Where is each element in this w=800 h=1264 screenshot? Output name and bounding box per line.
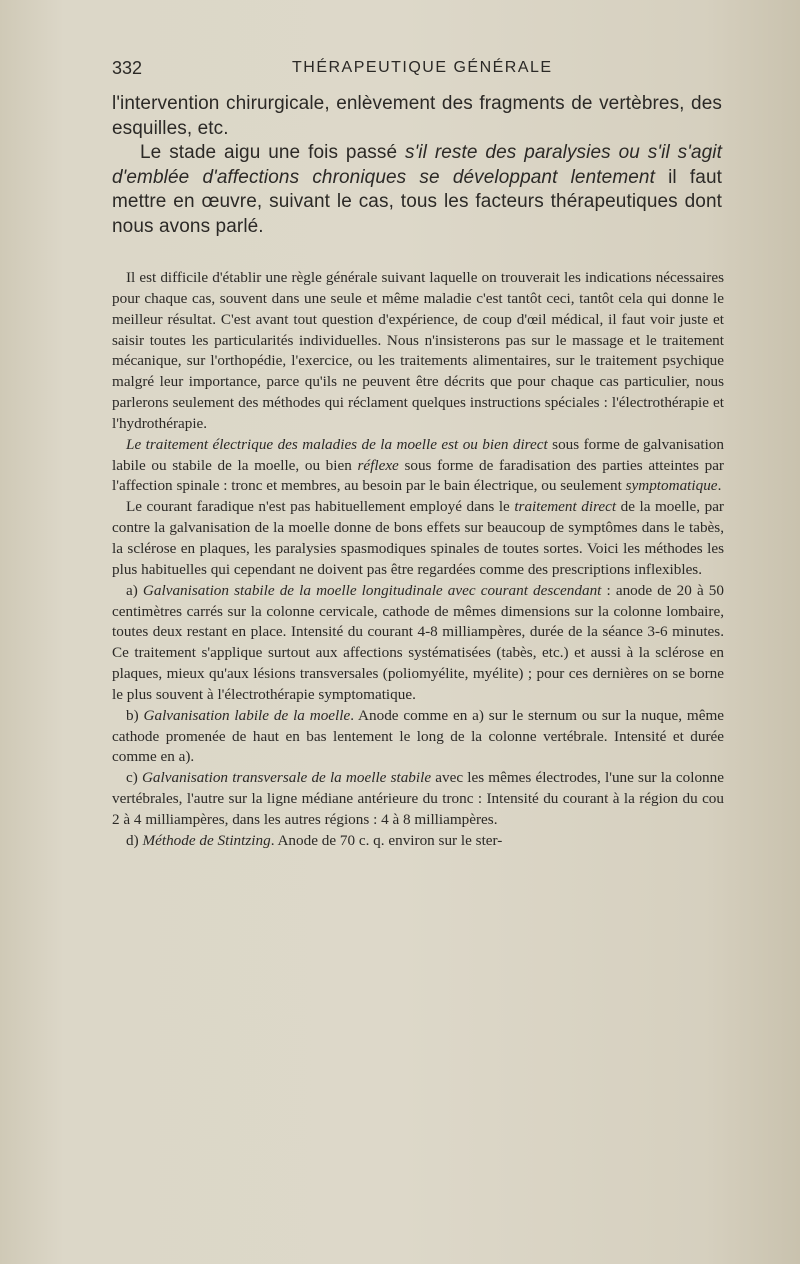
paragraph: Il est difficile d'établir une règle générale suivant laquelle on trouverait les indications nécessaires pour chaque cas, souvent dans une seule et même maladie c'est tantôt ceci, tantôt cela qui donne le meilleur résultat. C'est avant tout question d'expérience, de coup d'œil médical, il faut voir juste et saisir toutes les particularités individuelles. Nous n'insisterons pas sur le massage et le traitement mécanique, sur l'orthopédie, l'exercice, ou les traitements alimentaires, sur le traitement psychique malgré leur importance, parce qu'ils ne peuvent être décrits que pour chaque cas particulier, nous parlerons seulement des méthodes qui réclament quelques instructions spéciales : l'électrothérapie et l'hydrothérapie. (112, 269, 724, 432)
text-run: . Anode de 70 c. q. environ sur le ster- (270, 831, 503, 849)
italic-run: Galvanisation transversale de la moelle stabile (141, 769, 432, 787)
text-run: Le courant faradique n'est pas habituellement employé dans le (126, 498, 515, 516)
lead-paragraph (112, 141, 722, 239)
paragraph (112, 831, 724, 852)
text-run: il faut mettre en œuvre, suivant le cas, tous les facteurs thérapeutiques dont nous avons parlé. (112, 166, 722, 237)
text-run: sous forme de faradisation des parties atteintes par l'affection spinale : tronc et membres, au besoin par le bain électrique, ou seulement (112, 456, 724, 495)
italic-run: traitement direct (514, 498, 617, 516)
paragraph (112, 435, 724, 498)
text-run: avec les mêmes électrodes, l'une sur la colonne vertébrales, l'autre sur la ligne médiane antérieure du tronc : Intensité du courant à la région du cou 2 à 4 milliampères, dans les autres régions : 4 à 8 milliampères. (112, 769, 724, 828)
italic-run: s'il reste des paralysies ou s'il s'agit d'emblée d'affections chroniques se développant lentement (112, 142, 723, 188)
paragraph (112, 497, 724, 580)
lead-paragraph: l'intervention chirurgicale, enlèvement des fragments de vertèbres, des esquilles, etc. (112, 93, 722, 139)
text-run: b) (126, 706, 144, 724)
paragraph (112, 768, 724, 831)
text-run: : anode de 20 à 50 centimètres carrés sur la colonne cervicale, cathode de mêmes dimensions sur la colonne lombaire, toutes deux restant en place. Intensité du courant 4-8 milliampères, durée de la séance 3-6 minutes. Ce traitement s'applique surtout aux affections systématisées (tabès, etc.) et aussi à la sclérose en plaques, mieux qu'aux lésions transversales (poliomyélite, myélite) ; pour ces dernières on se borne le plus souvent à l'électrothérapie symptomatique. (112, 581, 724, 703)
text-run: sous forme de galvanisation labile ou stabile de la moelle, ou bien (112, 435, 724, 474)
italic-run: Galvanisation labile de la moelle (143, 706, 351, 724)
text-run: de la moelle, par contre la galvanisation de la moelle donne de bons effets sur beaucoup de symptômes dans le tabès, la sclérose en plaques, les paralysies spasmodiques spinales de toutes sortes. Voici les méthodes les plus habituelles qui cependant ne doivent pas être regardées comme des prescriptions inflexibles. (112, 498, 724, 578)
running-title: THÉRAPEUTIQUE GÉNÉRALE (292, 59, 553, 76)
body-text (112, 268, 724, 852)
paragraph (112, 581, 724, 706)
page-number: 332 (112, 58, 143, 78)
text-run: c) (126, 769, 142, 787)
italic-run: réflexe (357, 456, 399, 474)
paragraph (112, 706, 724, 769)
italic-run: symptomatique (625, 477, 718, 495)
text-run: a) (126, 581, 143, 599)
page-header (112, 58, 732, 86)
lead-text (112, 92, 722, 239)
text-run: . Anode comme en a) sur le sternum ou sur la nuque, même cathode promenée de haut en bas lentement le long de la colonne vertébrale. Intensité et durée comme en a). (112, 706, 725, 766)
text-run: d) (126, 831, 143, 849)
text-run: . (717, 477, 722, 495)
italic-run: Méthode de Stintzing (142, 831, 271, 849)
text-run: Le stade aigu une fois passé (140, 142, 405, 163)
italic-run: Galvanisation stabile de la moelle longitudinale avec courant descendant (142, 581, 602, 599)
italic-run: Le traitement électrique des maladies de la moelle est ou bien direct (126, 435, 548, 453)
